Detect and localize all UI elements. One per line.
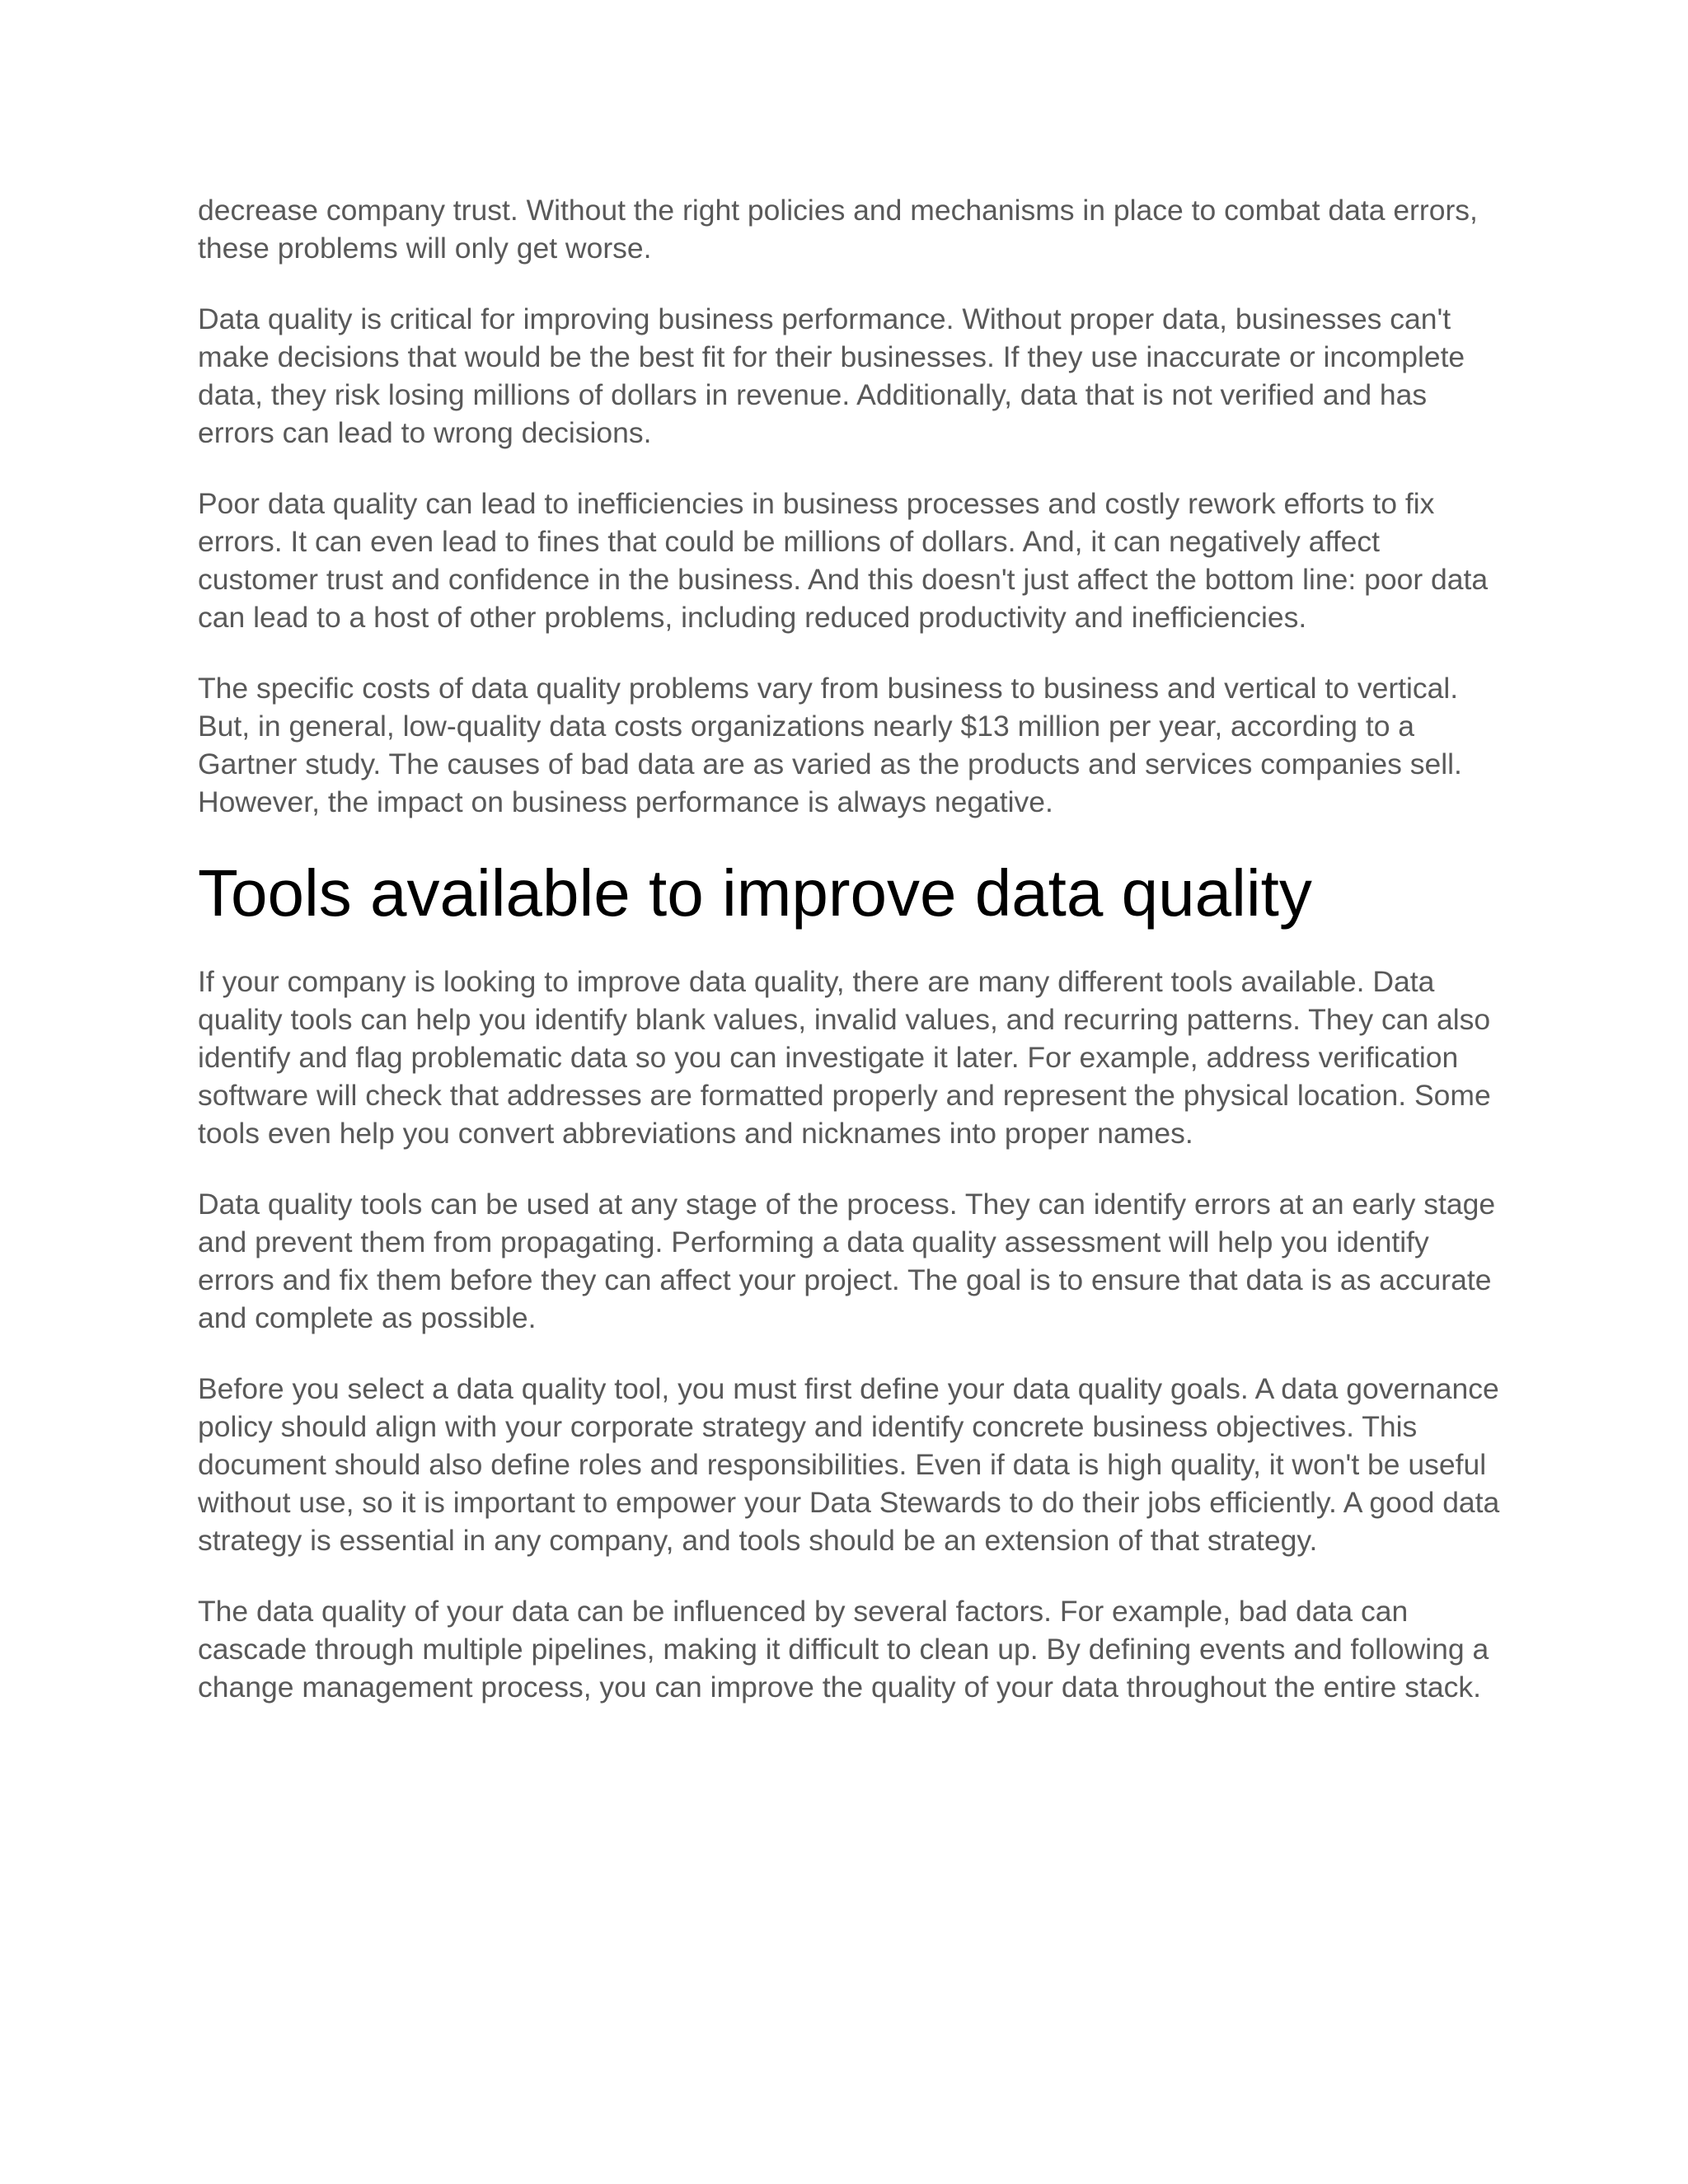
section-heading: Tools available to improve data quality	[198, 856, 1312, 930]
paragraph-influencing-factors: The data quality of your data can be influenced by several factors. For example, bad data can cascade through multiple pipelines, making it difficult to clean up. By defining events and following a change management process, you can improve the quality of your data throughout the entire stack.	[198, 1595, 1489, 1704]
paragraph-trust-continuation: decrease company trust. Without the right policies and mechanisms in place to combat data errors, these problems will only get worse.	[198, 194, 1478, 265]
document-page	[198, 191, 1500, 1739]
paragraph-business-performance: Data quality is critical for improving business performance. Without proper data, businesses can't make decisions that would be the best fit for their businesses. If they use inaccurate or incomplete data, they risk losing millions of dollars in revenue. Additionally, data that is not verified and has errors can lead to wrong decisions.	[198, 302, 1465, 449]
paragraph-any-stage: Data quality tools can be used at any stage of the process. They can identify errors at an early stage and prevent them from propagating. Performing a data quality assessment will help you identify errors and fix them before they can affect your project. The goal is to ensure that data is as accurate and complete as possible.	[198, 1188, 1496, 1334]
paragraph-tools-available: If your company is looking to improve data quality, there are many different tools available. Data quality tools can help you identify blank values, invalid values, and recurring patterns. They can also identify and flag problematic data so you can investigate it later. For example, address verification software will check that addresses are formatted properly and represent the physical location. Some tools even help you convert abbreviations and nicknames into proper names.	[198, 965, 1491, 1150]
paragraph-specific-costs: The specific costs of data quality problems vary from business to business and vertical to vertical. But, in general, low-quality data costs organizations nearly $13 million per year, according to a Gartner study. The causes of bad data are as varied as the products and services companies sell. However, the impact on business performance is always negative.	[198, 672, 1462, 818]
paragraph-define-goals: Before you select a data quality tool, you must first define your data quality goals. A data governance policy should align with your corporate strategy and identify concrete business objectives. This document should also define roles and responsibilities. Even if data is high quality, it won't be useful without use, so it is important to empower your Data Stewards to do their jobs efficiently. A good data strategy is essential in any company, and tools should be an extension of that strategy.	[198, 1372, 1500, 1557]
paragraph-poor-data-quality: Poor data quality can lead to inefficiencies in business processes and costly rework efforts to fix errors. It can even lead to fines that could be millions of dollars. And, it can negatively affect customer trust and confidence in the business. And this doesn't just affect the bottom line: poor data can lead to a host of other problems, including reduced productivity and inefficiencies.	[198, 487, 1489, 634]
